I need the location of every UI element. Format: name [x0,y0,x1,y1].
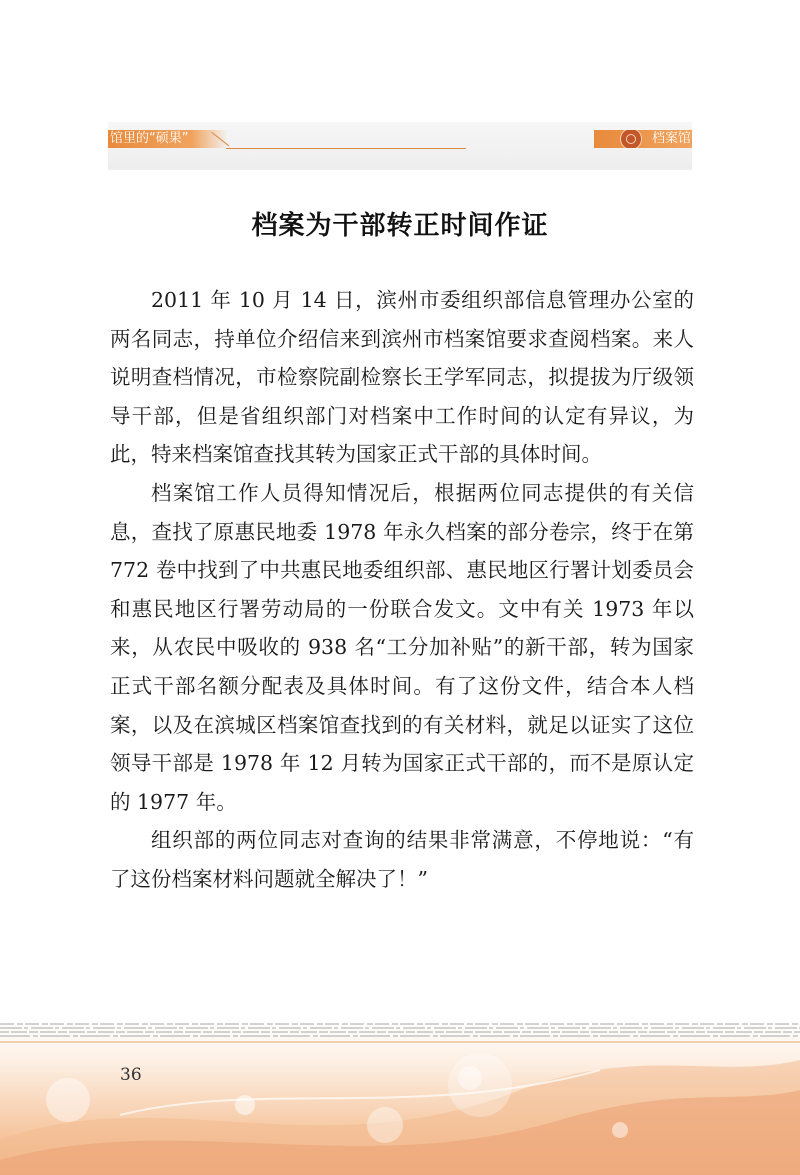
page-number: 36 [120,1065,142,1085]
article-title: 档案为干部转正时间作证 [251,211,549,241]
header-right-tab [594,130,692,148]
bubble [367,1107,403,1143]
article-body [110,281,694,899]
paragraph-1: 2011 年 10 月 14 日，滨州市委组织部信息管理办公室的两名同志，持单位介绍信来到滨州市档案馆要求查阅档案。来人说明查档情况，市检察院副检察长王学军同志，拟提拔为厅级领导干部，但是省组织部门对档案中工作时间的认定有异议，为此，特来档案馆查找其转为国家正式干部的具体时间。 [110,288,694,467]
paragraph-3: 组织部的两位同志对查询的结果非常满意，不停地说：“有了这份档案材料问题就全解决了！” [110,828,694,891]
header-left-tab [108,130,228,148]
header-rule [226,148,466,149]
footer-decoration [0,1020,800,1175]
footer-ornament [0,1020,800,1175]
bubble [235,1095,255,1115]
archive-emblem-icon [620,130,642,148]
bubble [612,1122,628,1138]
bubble [458,1066,482,1090]
running-header [108,122,692,170]
footer-dashed-lines [0,1024,800,1036]
bubble [448,1053,512,1117]
bubble [46,1078,90,1122]
header-section-title: 馆里的“硕果” [110,131,189,146]
paragraph-2: 档案馆工作人员得知情况后，根据两位同志提供的有关信息，查找了原惠民地委 1978 年永久档案的部分卷宗，终于在第 772 卷中找到了中共惠民地委组织部、惠民地区行署计划委员会和惠民地区行署劳动局的一份联合发文。文中有关 1973 年以来，从农民中吸收的 938 名“工分加补贴”的新干部，转为国家正式干部名额分配表及具体时间。有了这份文件，结合本人档案，以及在滨城区档案馆查找到的有关材料，就足以证实了这位领导干部是 1978 年 12 月转为国家正式干部的，而不是原认定的 1977 年。 [110,480,694,814]
header-book-title: 档案馆 [652,131,692,146]
